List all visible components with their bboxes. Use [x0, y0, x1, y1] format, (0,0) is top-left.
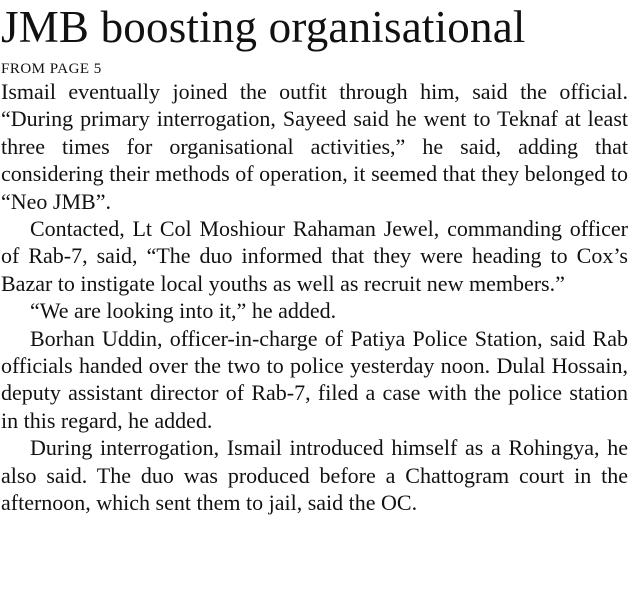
continued-from-label: FROM PAGE 5 [1, 61, 102, 77]
paragraph-continuation: Ismail eventually joined the outfit through him, said the official. “During primary interrogation, Sayeed said he went to Teknaf at least three times for organisational activities,” he said, adding that considering their methods of operation, it seemed that they belonged to “Neo JMB”. [1, 79, 628, 214]
article-body [1, 78, 628, 517]
paragraph-rab-statement: Contacted, Lt Col Moshiour Rahaman Jewel, commanding officer of Rab-7, said, “The duo informed that they were heading to Cox’s Bazar to instigate local youths as well as recruit new members.” [1, 216, 628, 296]
paragraph-quote: “We are looking into it,” he added. [30, 298, 337, 324]
paragraph-court: During interrogation, Ismail introduced himself as a Rohingya, he also said. The duo was produced before a Chattogram court in the afternoon, which sent them to jail, said the OC. [1, 435, 628, 516]
paragraph-police-case: Borhan Uddin, officer-in-charge of Patiya Police Station, said Rab officials handed over the two to police yesterday noon. Dulal Hossain, deputy assistant director of Rab-7, filed a case with the police station in this regard, he added. [1, 325, 628, 433]
headline: JMB boosting organisational [1, 2, 526, 52]
